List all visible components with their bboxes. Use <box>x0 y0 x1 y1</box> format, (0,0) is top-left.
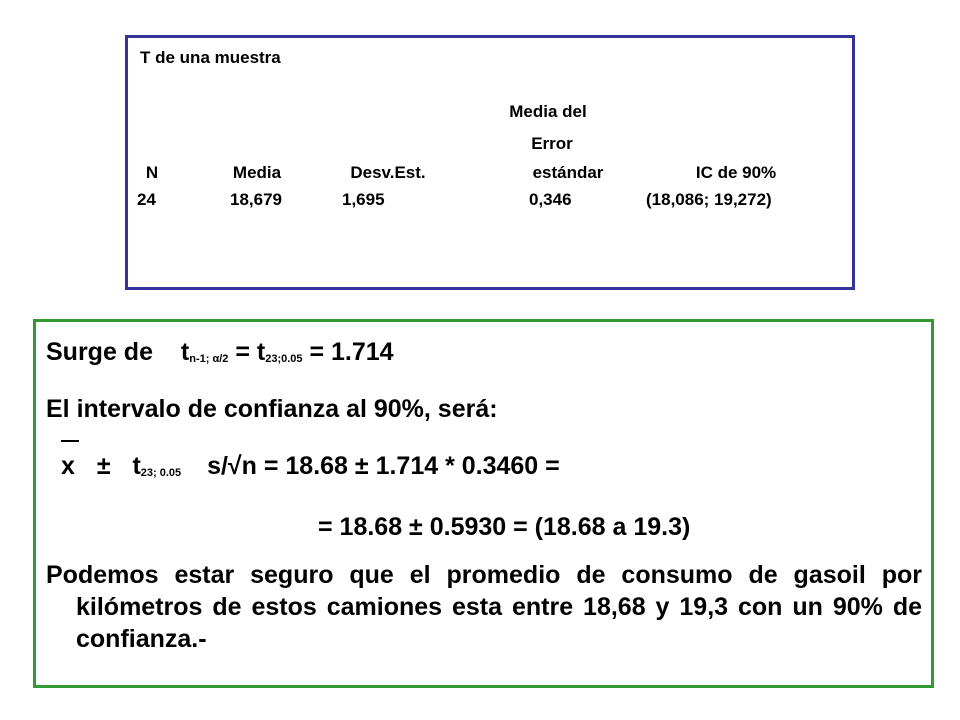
t-subscript-general: n-1; α/2 <box>189 353 229 365</box>
cell-mean: 18,679 <box>230 190 282 209</box>
t-prefix: Surge de <box>46 338 153 366</box>
interval-result: = 18.68 ± 0.5930 = (18.68 a 19.3) <box>318 513 691 541</box>
table-title: T de una muestra <box>140 48 281 67</box>
explanation-box <box>33 319 934 688</box>
cell-n: 24 <box>137 190 156 209</box>
header-se-line2: Error <box>531 134 573 153</box>
header-stdev: Desv.Est. <box>350 163 426 182</box>
formula-line <box>61 451 560 488</box>
interval-heading: El intervalo de confianza al 90%, será: <box>46 395 498 423</box>
cell-se: 0,346 <box>529 190 572 209</box>
conclusion-text: Podemos estar seguro que el promedio de consumo de gasoil por kilómetros de estos camiones esta entre 18,68 y 19,3 con un 90% de confianza.- <box>46 561 922 653</box>
t-symbol-formula: t <box>132 452 141 480</box>
mean-overbar <box>61 440 79 442</box>
header-se-line1: Media del <box>509 102 587 121</box>
t-subscript-formula: 23; 0.05 <box>140 467 182 479</box>
header-ci: IC de 90% <box>695 163 777 182</box>
cell-stdev: 1,695 <box>342 190 385 209</box>
plus-minus-symbol: ± <box>96 452 111 480</box>
t-value-line <box>46 337 394 374</box>
header-n: N <box>145 163 159 182</box>
t-equals: = t <box>228 338 266 366</box>
cell-ci: (18,086; 19,272) <box>646 190 772 209</box>
t-subscript-specific: 23;0.05 <box>265 353 303 365</box>
x-bar-symbol: x <box>61 452 75 480</box>
results-table-box <box>125 35 855 290</box>
header-se-line3: estándar <box>532 163 604 182</box>
t-result: = 1.714 <box>302 338 394 366</box>
header-mean: Media <box>232 163 282 182</box>
formula-rest: s/√n = 18.68 ± 1.714 * 0.3460 = <box>207 452 560 480</box>
t-symbol: t <box>180 338 190 366</box>
